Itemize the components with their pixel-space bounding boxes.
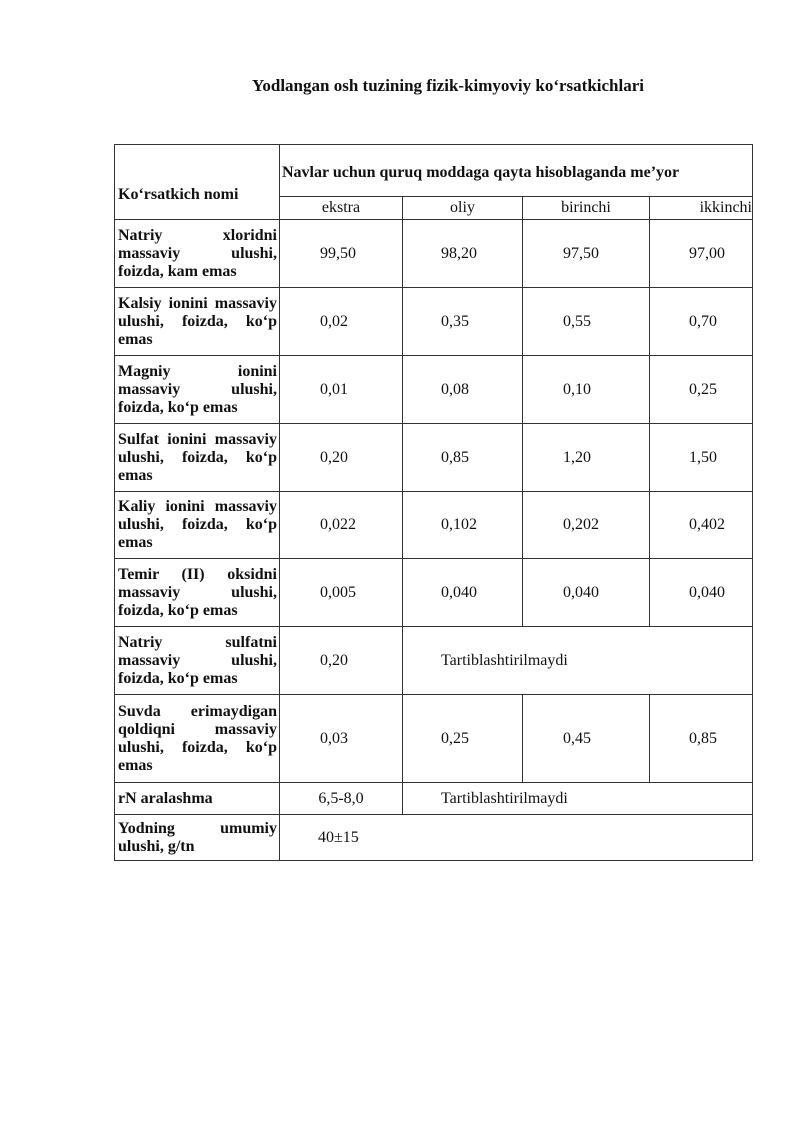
value-ekstra: 0,20 — [280, 627, 403, 695]
not-regulated-note: Tartiblashtirilmaydi — [403, 783, 753, 815]
value-birinchi: 0,202 — [523, 492, 650, 559]
header-norm: Navlar uchun quruq moddaga qayta hisoblaganda me’yor — [280, 145, 753, 197]
not-regulated-note: Tartiblashtirilmaydi — [403, 627, 753, 695]
grade-birinchi: birinchi — [523, 197, 650, 220]
indicators-table — [114, 144, 753, 861]
table-header-row — [115, 145, 753, 197]
value-ikkinchi: 97,00 — [650, 220, 753, 288]
value-birinchi: 0,040 — [523, 559, 650, 627]
table-row — [115, 492, 753, 559]
value-ikkinchi: 0,402 — [650, 492, 753, 559]
indicator-name: Kalsiy ionini massaviy ulushi, foizda, ko‘p emas — [115, 288, 280, 356]
value-ph-range: 6,5-8,0 — [280, 783, 403, 815]
grade-oliy: oliy — [403, 197, 523, 220]
value-ekstra: 0,02 — [280, 288, 403, 356]
table-row — [115, 356, 753, 424]
value-ikkinchi: 0,85 — [650, 695, 753, 783]
value-ikkinchi: 0,70 — [650, 288, 753, 356]
grade-ekstra: ekstra — [280, 197, 403, 220]
value-ikkinchi: 0,040 — [650, 559, 753, 627]
table-row — [115, 288, 753, 356]
value-birinchi: 97,50 — [523, 220, 650, 288]
value-oliy: 0,25 — [403, 695, 523, 783]
indicator-name: Yodning umumiy ulushi, g/tn — [115, 815, 280, 861]
indicator-name: Sulfat ionini massaviy ulushi, foizda, ko‘p emas — [115, 424, 280, 492]
value-ekstra: 0,03 — [280, 695, 403, 783]
value-birinchi: 0,10 — [523, 356, 650, 424]
value-ekstra: 0,005 — [280, 559, 403, 627]
indicator-name: Kaliy ionini massaviy ulushi, foizda, ko‘p emas — [115, 492, 280, 559]
table-row — [115, 627, 753, 695]
indicator-name: Magniy ionini massaviy ulushi, foizda, ko‘p emas — [115, 356, 280, 424]
table-row — [115, 559, 753, 627]
value-ekstra: 99,50 — [280, 220, 403, 288]
table-row — [115, 695, 753, 783]
value-oliy: 0,85 — [403, 424, 523, 492]
value-oliy: 0,35 — [403, 288, 523, 356]
table-row — [115, 815, 753, 861]
value-oliy: 0,08 — [403, 356, 523, 424]
value-ikkinchi: 1,50 — [650, 424, 753, 492]
value-ekstra: 0,20 — [280, 424, 403, 492]
table-row — [115, 220, 753, 288]
value-ekstra: 0,01 — [280, 356, 403, 424]
document-title: Yodlangan osh tuzining fizik-kimyoviy ko‘rsatkichlari — [251, 76, 644, 95]
indicator-name: Natriy xloridni massaviy ulushi, foizda, kam emas — [115, 220, 280, 288]
table-row — [115, 424, 753, 492]
value-iodine-total: 40±15 — [280, 815, 753, 861]
grade-ikkinchi: ikkinchi — [650, 197, 753, 220]
indicator-name: Temir (II) oksidni massaviy ulushi, foizda, ko‘p emas — [115, 559, 280, 627]
value-oliy: 0,102 — [403, 492, 523, 559]
value-oliy: 98,20 — [403, 220, 523, 288]
indicator-name: Suvda erimaydigan qoldiqni massaviy ulushi, foizda, ko‘p emas — [115, 695, 280, 783]
header-indicator-name: Ko‘rsatkich nomi — [115, 145, 280, 220]
indicator-name: rN aralashma — [115, 783, 280, 815]
value-birinchi: 1,20 — [523, 424, 650, 492]
value-ekstra: 0,022 — [280, 492, 403, 559]
value-oliy: 0,040 — [403, 559, 523, 627]
value-ikkinchi: 0,25 — [650, 356, 753, 424]
indicator-name: Natriy sulfatni massaviy ulushi, foizda, ko‘p emas — [115, 627, 280, 695]
table-row — [115, 783, 753, 815]
value-birinchi: 0,45 — [523, 695, 650, 783]
value-birinchi: 0,55 — [523, 288, 650, 356]
